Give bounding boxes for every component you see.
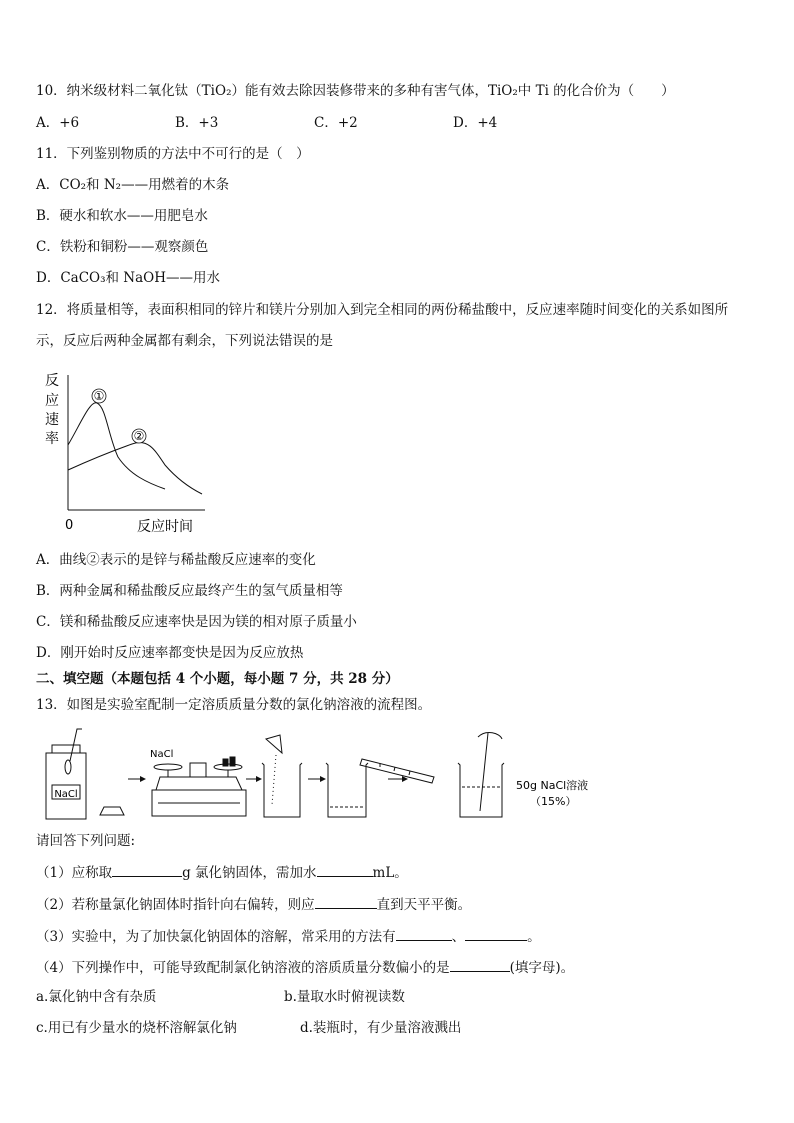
answer-blank-method-1[interactable]	[396, 926, 452, 941]
q13-choice-b: b.量取水时俯视读数	[284, 989, 405, 1005]
jar-label: NaCl	[54, 789, 78, 800]
q13-sub4	[36, 957, 574, 977]
balance	[152, 757, 246, 816]
arrow-1	[128, 776, 146, 782]
q13-stem: 13．如图是实验室配制一定溶质质量分数的氯化钠溶液的流程图。	[36, 697, 432, 713]
answer-blank-method-2[interactable]	[465, 926, 527, 941]
q10-stem: 10．纳米级材料二氧化钛（TiO₂）能有效去除因装修带来的多种有害气体，TiO₂中 Ti 的化合价为（ ）	[36, 83, 675, 99]
q13-choice-c: c.用已有少量水的烧杯溶解氯化钠	[36, 1020, 237, 1036]
sub3-text-a: （3）实验中，为了加快氯化钠固体的溶解，常采用的方法有	[36, 929, 396, 945]
sub2-text-b: 直到天平平衡。	[376, 897, 472, 913]
sub2-text-a: （2）若称量氯化钠固体时指针向右偏转，则应	[36, 897, 315, 913]
curve-2	[68, 442, 202, 494]
sub3-text-c: 。	[527, 929, 541, 945]
q10-option-b: B．+3	[175, 115, 219, 131]
q13-sub2	[36, 894, 471, 914]
q11-option-b: B．硬水和软水——用肥皂水	[36, 208, 208, 224]
arrow-2	[246, 776, 262, 782]
graph-y-label-2: 应	[45, 393, 59, 409]
q12-stem-line2: 示，反应后两种金属都有剩余，下列说法错误的是	[36, 333, 333, 349]
sub1-text-c: mL。	[372, 865, 408, 881]
graph-x-label: 反应时间	[137, 519, 193, 535]
beaker-with-salt	[326, 763, 368, 817]
answer-blank-choice[interactable]	[450, 957, 510, 972]
q12-option-c: C．镁和稀盐酸反应速率快是因为镁的相对原子质量小	[36, 614, 357, 630]
sub4-text-b: (填字母)。	[509, 960, 575, 976]
graph-y-label-1: 反	[45, 373, 59, 389]
graph-origin: 0	[65, 518, 74, 533]
balance-label: NaCl	[150, 749, 174, 760]
sub4-text-a: （4）下列操作中，可能导致配制氯化钠溶液的溶质质量分数偏小的是	[36, 960, 450, 976]
sub1-text-a: （1）应称取	[36, 865, 113, 881]
q12-option-a: A．曲线②表示的是锌与稀盐酸反应速率的变化	[36, 552, 316, 568]
q13-choice-d: d.装瓶时，有少量溶液溅出	[300, 1020, 462, 1036]
graph-y-label-4: 率	[45, 431, 59, 447]
curve-2-label: ②	[133, 429, 145, 443]
q10-option-a: A．+6	[36, 115, 80, 131]
q11-stem: 11．下列鉴别物质的方法中不可行的是（ ）	[36, 146, 310, 162]
arrow-4	[388, 776, 408, 782]
solution-concentration: （15%）	[530, 795, 577, 808]
arrow-3	[308, 776, 326, 782]
q11-option-c: C．铁粉和铜粉——观察颜色	[36, 239, 209, 255]
q11-option-d: D．CaCO₃和 NaOH——用水	[36, 270, 221, 286]
beaker-pouring-salt	[262, 735, 302, 817]
graph-y-label-3: 速	[45, 412, 59, 428]
sub3-text-b: 、	[451, 929, 466, 945]
solution-prep-flowchart	[40, 725, 600, 825]
jar-lid	[100, 807, 124, 815]
q11-option-a: A．CO₂和 N₂——用燃着的木条	[36, 177, 230, 193]
reaction-rate-graph	[40, 365, 210, 540]
q12-stem-line1: 12．将质量相等，表面积相同的锌片和镁片分别加入到完全相同的两份稀盐酸中，反应速率随时间变化的关系如图所	[36, 302, 729, 318]
answer-blank-mass[interactable]	[112, 862, 182, 877]
sub1-text-b: g 氯化钠固体，需加水	[182, 865, 317, 881]
q13-sub3	[36, 926, 541, 946]
solution-label: 50g NaCl溶液	[516, 779, 589, 792]
curve-1-label: ①	[93, 389, 105, 403]
q10-option-d: D．+4	[453, 115, 498, 131]
beaker-stirring	[458, 733, 504, 817]
q10-option-c: C．+2	[314, 115, 358, 131]
q12-option-d: D．刚开始时反应速率都变快是因为反应放热	[36, 645, 304, 661]
q13-prompt: 请回答下列问题:	[36, 833, 136, 849]
answer-blank-adjust[interactable]	[315, 894, 377, 909]
reagent-jar	[46, 729, 86, 819]
answer-blank-water[interactable]	[317, 862, 373, 877]
section-heading: 二、填空题（本题包括 4 个小题，每小题 7 分，共 28 分）	[36, 671, 399, 687]
q13-choice-a: a.氯化钠中含有杂质	[36, 989, 157, 1005]
q12-option-b: B．两种金属和稀盐酸反应最终产生的氢气质量相等	[36, 583, 343, 599]
q13-sub1	[36, 862, 408, 882]
